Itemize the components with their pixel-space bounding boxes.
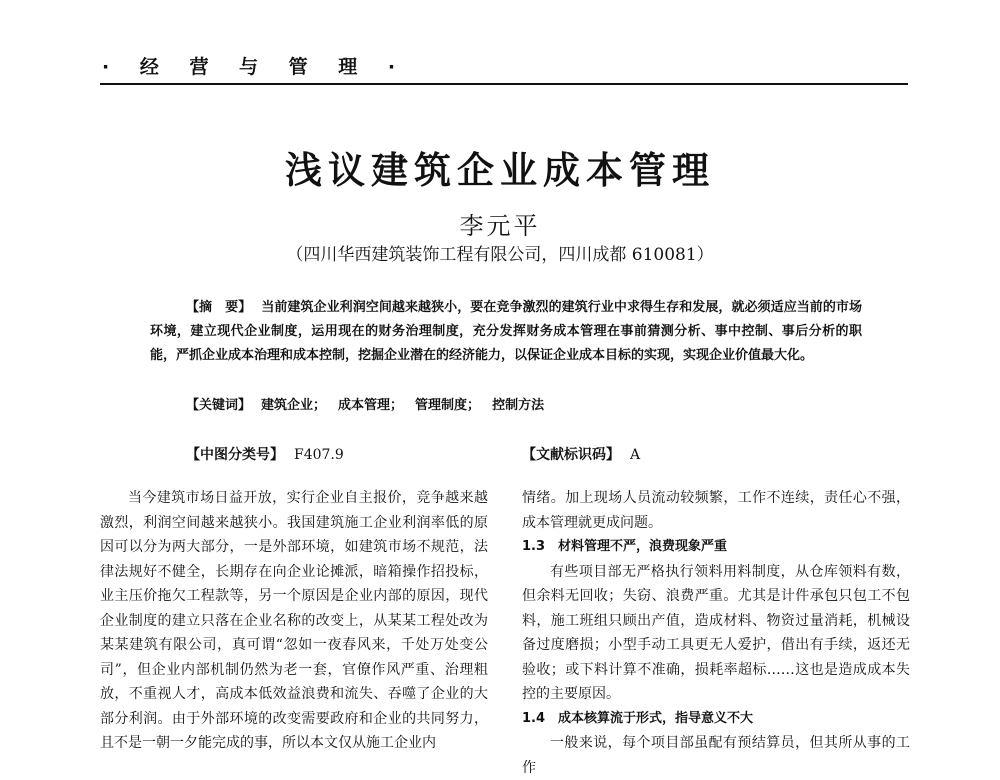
doc-code-label: 【文献标识码】 [522,447,620,463]
body-right-column [522,486,910,780]
classification-value: F407.9 [294,447,344,463]
keyword: 控制方法 [492,398,545,413]
keywords [186,394,556,413]
keywords-label: 【关键词】 [186,398,252,413]
doc-code-value: A [630,447,641,463]
body-paragraph: 一般来说，每个项目部虽配有预结算员，但其所从事的工作 [522,735,910,776]
article-title: 浅议建筑企业成本管理 [285,149,715,192]
abstract-text: 当前建筑企业利润空间越来越狭小，要在竞争激烈的建筑行业中求得生存和发展，就必须适应当前的市场环境，建立现代企业制度，运用现在的财务治理制度，充分发挥财务成本管理在事前猜测分析、事中控制、事后分析的职能，严抓企业成本治理和成本控制，挖掘企业潜在的经济能力，以保证企业成本目标的实现，实现企业价值最大化。 [150,300,862,363]
classification-number [186,444,344,464]
body-paragraph: 有些项目部无严格执行领料用料制度，从仓库领料有数，但余料无回收；失窃、浪费严重。尤其是计件承包只包工不包料，施工班组只顾出产值，造成材料、物资过量消耗，机械设备过度磨损；小型手动工具更无人爱护，借出有手续，返还无验收；或下料计算不准确，损耗率超标……这也是造成成本失控的主要原因。 [522,563,910,702]
document-code [522,444,640,464]
body-left-column [100,486,488,756]
keyword: 成本管理； [338,398,404,413]
abstract [150,296,862,368]
section-heading-1-4: 1.4 成本核算流于形式，指导意义不大 [522,710,754,726]
classification-label: 【中图分类号】 [186,447,284,463]
section-heading-1-3: 1.3 材料管理不严，浪费现象严重 [522,539,728,554]
article-author: 李元平 [459,212,541,240]
body-paragraph: 情绪。加上现场人员流动较频繁，工作不连续，责任心不强，成本管理就更成问题。 [522,490,910,531]
keyword: 管理制度； [415,398,481,413]
article-affiliation: （四川华西建筑装饰工程有限公司，四川成都 610081） [286,245,714,265]
header-rule [100,83,908,85]
keyword: 建筑企业； [261,398,327,413]
section-label: · 经 营 与 管 理 · [102,56,408,78]
body-paragraph: 当今建筑市场日益开放，实行企业自主报价，竞争越来越激烈，利润空间越来越狭小。我国建筑施工企业利润率低的原因可以分为两大部分，一是外部环境，如建筑市场不规范，法律法规好不健全，长期存在向企业论摊派，暗箱操作招投标，业主压价拖欠工程款等，另一个原因是企业内部的原因，现代企业制度的建立只落在企业名称的改变上，从某某工程处改为某某建筑有限公司，真可谓“忽如一夜春风来，千处万处变公司”，但企业内部机制仍然为老一套，官僚作风严重、治理粗放，不重视人才，高成本低效益浪费和流失、吞噬了企业的大部分利润。由于外部环境的改变需要政府和企业的共同努力，且不是一朝一夕能完成的事，所以本文仅从施工企业内 [100,490,488,751]
abstract-label: 【摘 要】 [186,300,252,315]
